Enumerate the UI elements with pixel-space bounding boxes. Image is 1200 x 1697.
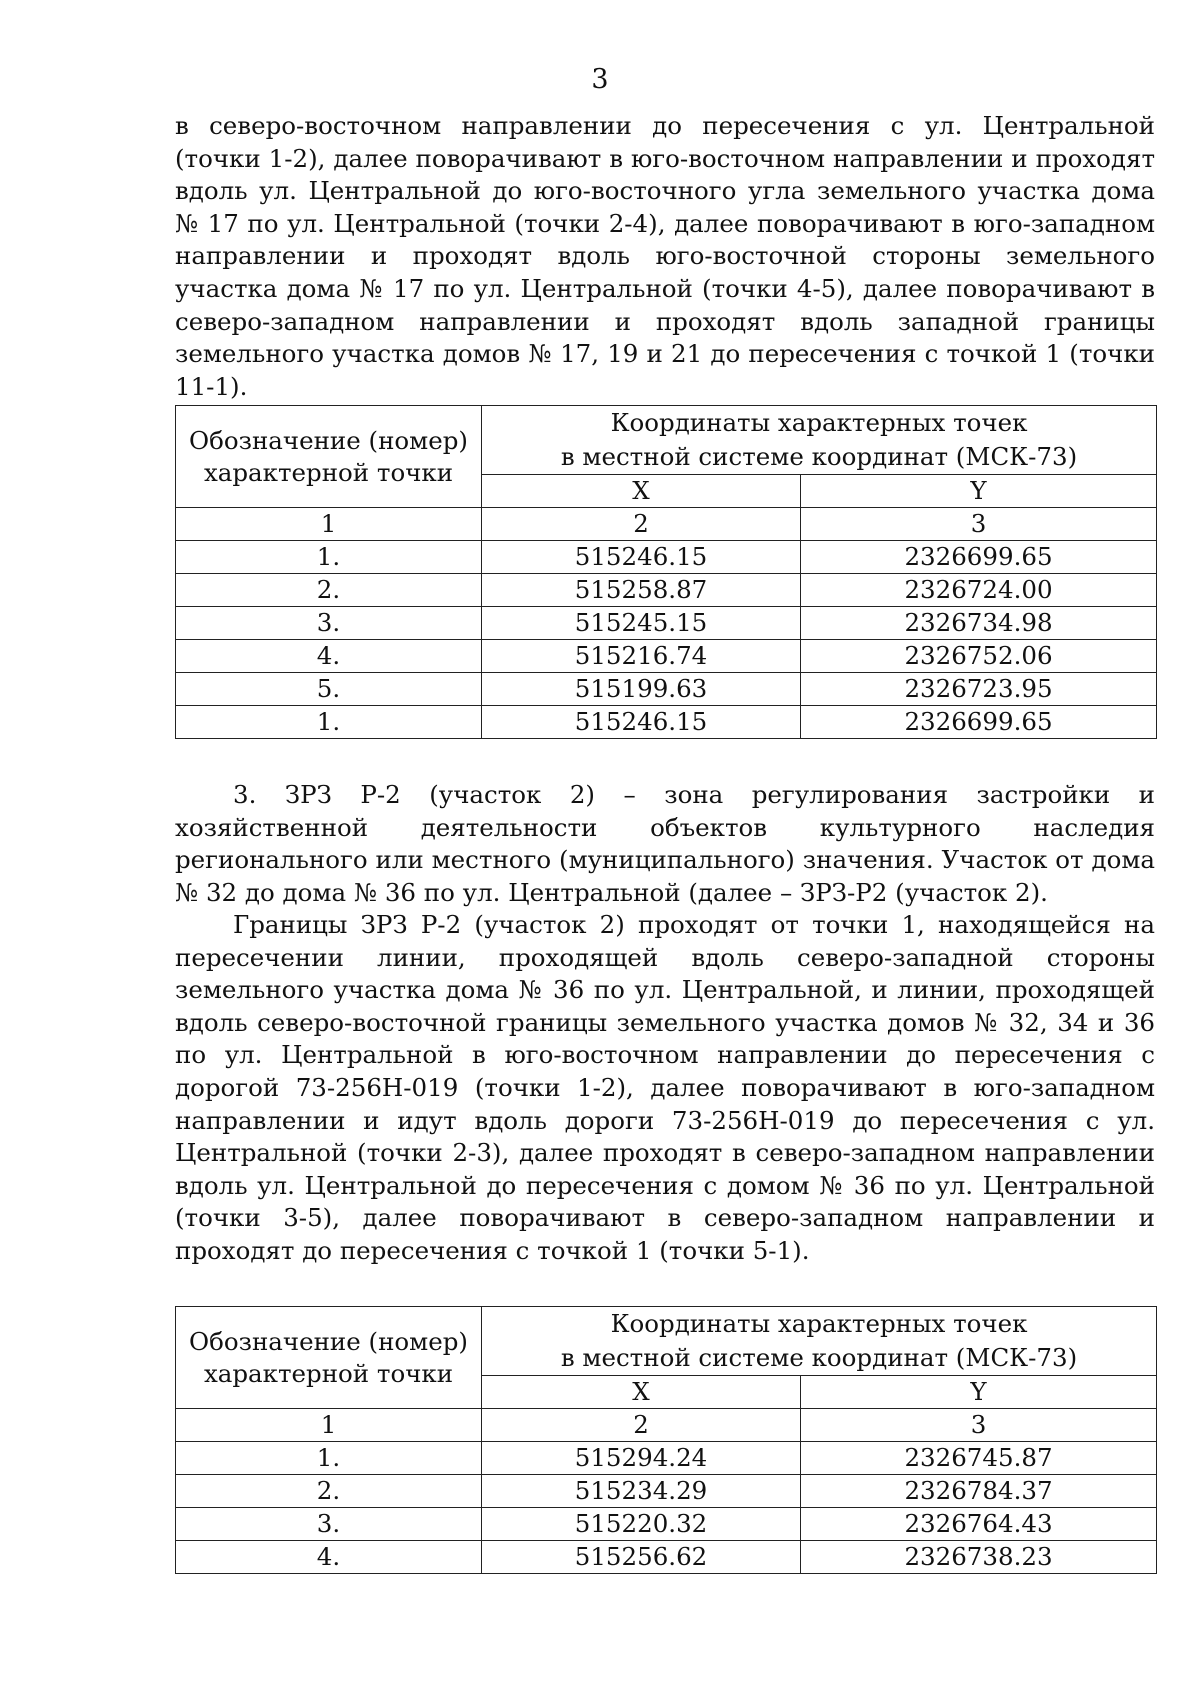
table-column-number: 3 (801, 1409, 1157, 1442)
point-number: 1. (176, 1442, 482, 1475)
table-row (176, 1508, 1157, 1541)
table-row (176, 1475, 1157, 1508)
coord-x: 515246.15 (482, 706, 801, 739)
table-header-coords-line2: в местной системе координат (МСК-73) (560, 1343, 1078, 1372)
table-header-coords (482, 1307, 1157, 1376)
coord-x: 515256.62 (482, 1541, 801, 1574)
boundary-description-paragraph: в северо-восточном направлении до пересечения с ул. Центральной (точки 1-2), далее поворачивают в юго-восточном направлении и проходят вдоль ул. Центральной до юго-восточного угла земельного участка дома № 17 по ул. Центральной (точки 2-4), далее поворачивают в юго-западном направлении и проходят вдоль юго-восточной стороны земельного участка дома № 17 по ул. Центральной (точки 4-5), далее поворачивают в северо-западном направлении и проходят вдоль западной границы земельного участка домов № 17, 19 и 21 до пересечения с точкой 1 (точки 11-1). (175, 111, 1155, 401)
coord-x: 515245.15 (482, 607, 801, 640)
table-column-number: 1 (176, 1409, 482, 1442)
page-number: 3 (591, 64, 609, 95)
coord-x: 515258.87 (482, 574, 801, 607)
point-number: 3. (176, 607, 482, 640)
table-header-coords (482, 406, 1157, 475)
table-column-number: 1 (176, 508, 482, 541)
table-header-point-label: Обозначение (номер) характерной точки (176, 406, 482, 508)
table-header-x: X (482, 475, 801, 508)
table-column-number: 3 (801, 508, 1157, 541)
coord-y: 2326723.95 (801, 673, 1157, 706)
point-number: 1. (176, 541, 482, 574)
point-number: 2. (176, 1475, 482, 1508)
table-column-number: 2 (482, 1409, 801, 1442)
coord-y: 2326724.00 (801, 574, 1157, 607)
coordinates-table-2 (175, 1306, 1157, 1574)
coord-y: 2326745.87 (801, 1442, 1157, 1475)
coord-x: 515220.32 (482, 1508, 801, 1541)
coord-x: 515199.63 (482, 673, 801, 706)
table-header-point-label: Обозначение (номер) характерной точки (176, 1307, 482, 1409)
coord-y: 2326734.98 (801, 607, 1157, 640)
table-row (176, 1442, 1157, 1475)
table-row (176, 541, 1157, 574)
point-number: 4. (176, 1541, 482, 1574)
zone-boundaries-paragraph: Границы ЗРЗ Р-2 (участок 2) проходят от точки 1, находящейся на пересечении линии, проходящей вдоль северо-западной стороны земельного участка дома № 36 по ул. Центральной, и линии, проходящей вдоль северо-восточной границы земельного участка домов № 32, 34 и 36 по ул. Центральной в юго-восточном направлении до пересечения с дорогой 73-256Н-019 (точки 1-2), далее поворачивают в юго-западном направлении и идут вдоль дороги 73-256Н-019 до пересечения с ул. Центральной (точки 2-3), далее проходят в северо-западном направлении вдоль ул. Центральной до пересечения с домом № 36 по ул. Центральной (точки 3-5), далее поворачивают в северо-западном направлении и проходят до пересечения с точкой 1 (точки 5-1). (175, 910, 1155, 1265)
coord-x: 515234.29 (482, 1475, 801, 1508)
zone-definition-paragraph: 3. ЗРЗ Р-2 (участок 2) – зона регулирования застройки и хозяйственной деятельности объектов культурного наследия регионального или местного (муниципального) значения. Участок от дома № 32 до дома № 36 по ул. Центральной (далее – ЗРЗ-Р2 (участок 2). (175, 780, 1155, 907)
coord-y: 2326784.37 (801, 1475, 1157, 1508)
coord-x: 515246.15 (482, 541, 801, 574)
coord-y: 2326699.65 (801, 541, 1157, 574)
table-row (176, 574, 1157, 607)
table-row (176, 640, 1157, 673)
table-row (176, 1541, 1157, 1574)
table-header-y: Y (801, 475, 1157, 508)
table-row (176, 673, 1157, 706)
table-header-coords-line2: в местной системе координат (МСК-73) (560, 442, 1078, 471)
point-number: 2. (176, 574, 482, 607)
coordinates-table-1 (175, 405, 1157, 739)
coord-x: 515294.24 (482, 1442, 801, 1475)
table-header-x: X (482, 1376, 801, 1409)
table-header-coords-line1: Координаты характерных точек (610, 408, 1028, 437)
coord-y: 2326699.65 (801, 706, 1157, 739)
coord-y: 2326764.43 (801, 1508, 1157, 1541)
point-number: 4. (176, 640, 482, 673)
table-row (176, 706, 1157, 739)
point-number: 1. (176, 706, 482, 739)
table-header-y: Y (801, 1376, 1157, 1409)
coord-y: 2326738.23 (801, 1541, 1157, 1574)
table-header-coords-line1: Координаты характерных точек (610, 1309, 1028, 1338)
coord-x: 515216.74 (482, 640, 801, 673)
table-column-number: 2 (482, 508, 801, 541)
coord-y: 2326752.06 (801, 640, 1157, 673)
table-row (176, 607, 1157, 640)
point-number: 3. (176, 1508, 482, 1541)
point-number: 5. (176, 673, 482, 706)
